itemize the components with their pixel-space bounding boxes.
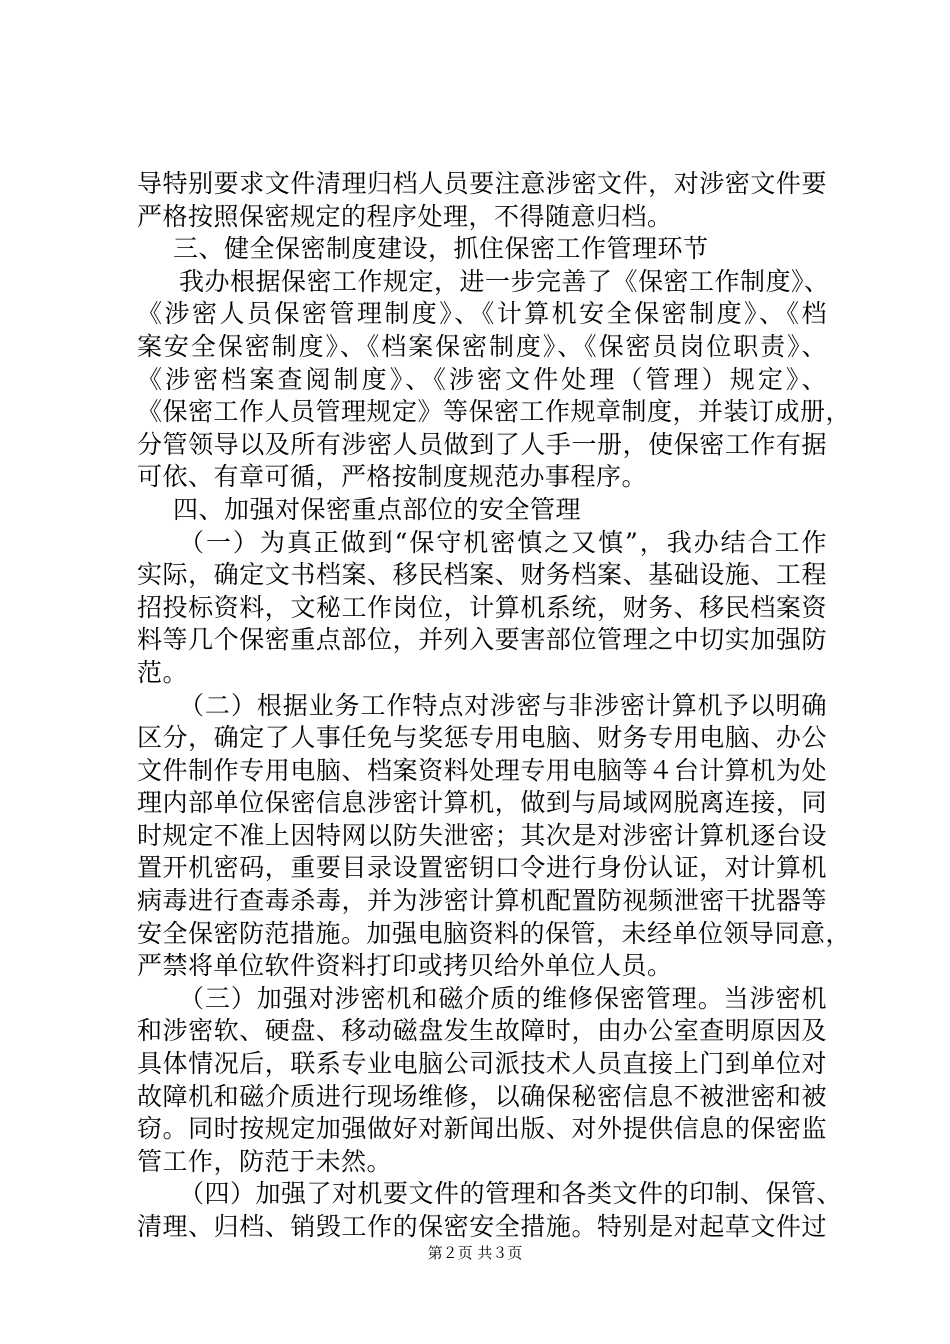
text-line: 故障机和磁介质进行现场维修，以确保秘密信息不被泄密和被 [137, 1081, 827, 1111]
text-line: 招投标资料，文秘工作岗位，计算机系统，财务、移民档案资 [137, 592, 827, 622]
text-line: 安全保密防范措施。加强电脑资料的保管，未经单位领导同意， [137, 918, 852, 948]
text-line: 《涉密档案查阅制度》、《涉密文件处理（管理）规定》、 [137, 364, 827, 394]
section-heading: 三、健全保密制度建设，抓住保密工作管理环节 [173, 234, 709, 264]
text-line: 时规定不准上因特网以防失泄密；其次是对涉密计算机逐台设 [137, 820, 827, 850]
text-line: 导特别要求文件清理归档人员要注意涉密文件，对涉密文件要 [137, 169, 827, 198]
text-line: （四）加强了对机要文件的管理和各类文件的印制、保管、 [179, 1179, 843, 1209]
text-line: （二）根据业务工作特点对涉密与非涉密计算机予以明确 [179, 690, 827, 720]
text-line: 料等几个保密重点部位，并列入要害部位管理之中切实加强防 [137, 625, 827, 655]
text-line: （三）加强对涉密机和磁介质的维修保密管理。当涉密机 [179, 983, 827, 1013]
document-body [137, 168, 852, 1244]
text-line: 《涉密人员保密管理制度》、《计算机安全保密制度》、《档 [137, 299, 827, 329]
text-line: 病毒进行查毒杀毒，并为涉密计算机配置防视频泄密干扰器等 [137, 886, 827, 916]
text-line: 严格按照保密规定的程序处理，不得随意归档。 [137, 201, 673, 231]
text-line: 范。 [137, 657, 189, 687]
text-line: 窃。同时按规定加强做好对新闻出版、对外提供信息的保密监 [137, 1114, 827, 1144]
page-number-footer: 第２页 共３页 [427, 1244, 523, 1262]
text-line: 区分，确定了人事任免与奖惩专用电脑、财务专用电脑、办公 [137, 723, 827, 753]
text-line: 理内部单位保密信息涉密计算机，做到与局域网脱离连接，同 [137, 788, 827, 818]
text-line: 和涉密软、硬盘、移动磁盘发生故障时，由办公室查明原因及 [137, 1016, 827, 1046]
text-line: 我办根据保密工作规定，进一步完善了《保密工作制度》、 [179, 266, 830, 296]
text-line: 《保密工作人员管理规定》等保密工作规章制度，并装订成册， [137, 397, 852, 427]
section-heading: 四、加强对保密重点部位的安全管理 [173, 494, 582, 524]
text-line: 实际，确定文书档案、移民档案、财务档案、基础设施、工程 [137, 560, 827, 590]
text-line: （一）为真正做到“保守机密慎之又慎”，我办结合工作 [179, 527, 827, 557]
text-line: 案安全保密制度》、《档案保密制度》、《保密员岗位职责》、 [137, 331, 827, 361]
text-line: 可依、有章可循，严格按制度规范办事程序。 [137, 462, 648, 492]
text-line: 严禁将单位软件资料打印或拷贝给外单位人员。 [137, 951, 673, 981]
text-line: 文件制作专用电脑、档案资料处理专用电脑等４台计算机为处 [137, 755, 827, 785]
text-line: 置开机密码，重要目录设置密钥口令进行身份认证，对计算机 [137, 853, 827, 883]
text-line: 管工作，防范于未然。 [137, 1146, 393, 1176]
text-line: 清理、归档、销毁工作的保密安全措施。特别是对起草文件过 [137, 1212, 827, 1241]
text-line: 分管领导以及所有涉密人员做到了人手一册，使保密工作有据 [137, 429, 827, 459]
text-line: 具体情况后，联系专业电脑公司派技术人员直接上门到单位对 [137, 1049, 827, 1079]
